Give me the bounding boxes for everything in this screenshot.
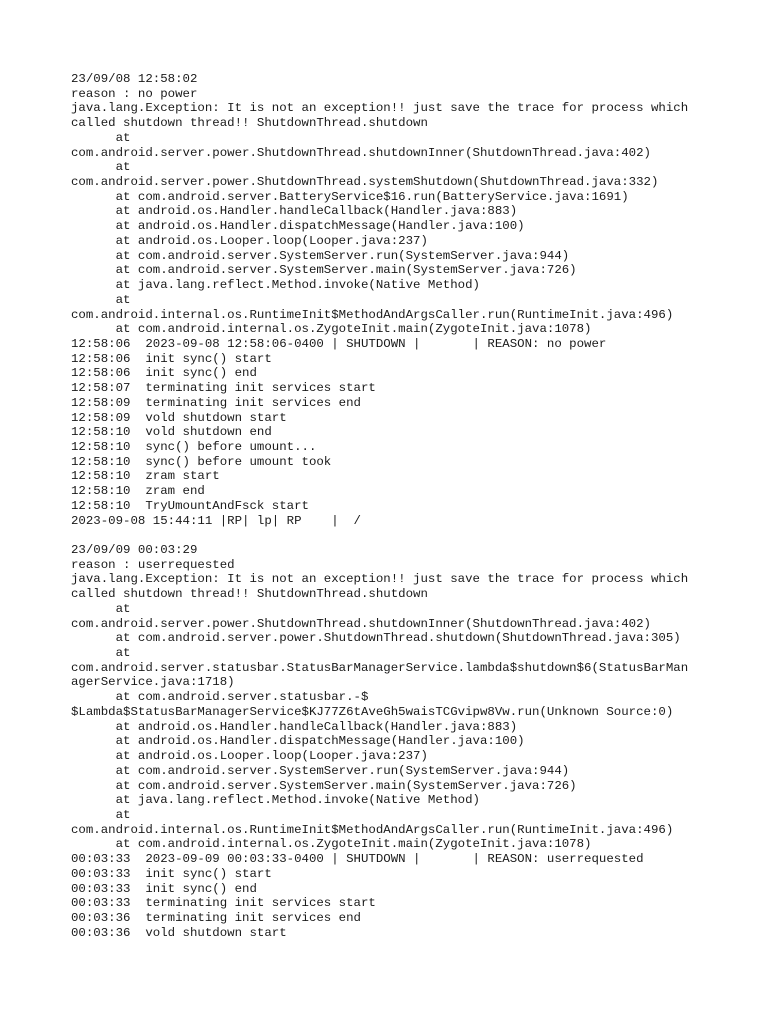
log-line: at com.android.server.SystemServer.main(SystemServer.java:726) <box>71 778 577 793</box>
log-line: 00:03:33 terminating init services start <box>71 896 376 911</box>
log-line: com.android.server.power.ShutdownThread.shutdownInner(ShutdownThread.java:402) <box>71 616 651 631</box>
log-line: 00:03:33 init sync() start <box>71 866 272 881</box>
log-line: at android.os.Handler.dispatchMessage(Handler.java:100) <box>71 219 525 234</box>
log-line: 00:03:33 init sync() end <box>71 881 257 896</box>
log-line: at android.os.Handler.dispatchMessage(Handler.java:100) <box>71 734 525 749</box>
log-line: 12:58:10 vold shutdown end <box>71 425 272 440</box>
log-line: at <box>71 807 131 822</box>
log-line: 2023-09-08 15:44:11 |RP| lp| RP | / <box>71 513 361 528</box>
log-line: 12:58:10 sync() before umount... <box>71 439 317 454</box>
log-line: at com.android.server.SystemServer.main(SystemServer.java:726) <box>71 263 577 278</box>
log-line: at android.os.Handler.handleCallback(Handler.java:883) <box>71 204 518 219</box>
log-line: 00:03:36 terminating init services end <box>71 910 361 925</box>
log-line: at com.android.server.statusbar.-$ <box>71 690 369 705</box>
log-line: at com.android.internal.os.ZygoteInit.main(ZygoteInit.java:1078) <box>71 322 592 337</box>
log-line: at com.android.server.BatteryService$16.run(BatteryService.java:1691) <box>71 189 629 204</box>
log-line <box>71 528 731 543</box>
log-line: $Lambda$StatusBarManagerService$KJ77Z6tAveGh5waisTCGvipw8Vw.run(Unknown Source:0) <box>71 704 674 719</box>
log-document <box>71 72 731 940</box>
log-line: at <box>71 292 131 307</box>
log-line: at <box>71 601 131 616</box>
log-line: 12:58:09 vold shutdown start <box>71 410 287 425</box>
log-line: 00:03:33 2023-09-09 00:03:33-0400 | SHUTDOWN | | REASON: userrequested <box>71 852 644 867</box>
log-line: 12:58:06 2023-09-08 12:58:06-0400 | SHUTDOWN | | REASON: no power <box>71 336 607 351</box>
log-line: com.android.server.power.ShutdownThread.shutdownInner(ShutdownThread.java:402) <box>71 145 651 160</box>
log-line: at com.android.server.SystemServer.run(SystemServer.java:944) <box>71 763 570 778</box>
log-line: at <box>71 646 131 661</box>
log-line: reason : userrequested <box>71 557 235 572</box>
log-line: called shutdown thread!! ShutdownThread.shutdown <box>71 116 428 131</box>
log-line: agerService.java:1718) <box>71 675 235 690</box>
log-line: at android.os.Looper.loop(Looper.java:237) <box>71 233 428 248</box>
log-line: reason : no power <box>71 86 198 101</box>
log-line: 12:58:10 zram end <box>71 484 205 499</box>
log-line: 12:58:10 sync() before umount took <box>71 454 332 469</box>
log-line: 12:58:06 init sync() end <box>71 366 257 381</box>
log-line: at java.lang.reflect.Method.invoke(Native Method) <box>71 278 480 293</box>
log-line: called shutdown thread!! ShutdownThread.shutdown <box>71 587 428 602</box>
log-line: com.android.server.statusbar.StatusBarManagerService.lambda$shutdown$6(StatusBarMan <box>71 660 689 675</box>
log-line: 12:58:09 terminating init services end <box>71 395 361 410</box>
log-line: at com.android.internal.os.ZygoteInit.main(ZygoteInit.java:1078) <box>71 837 592 852</box>
log-line: com.android.internal.os.RuntimeInit$MethodAndArgsCaller.run(RuntimeInit.java:496) <box>71 822 674 837</box>
log-line: 12:58:06 init sync() start <box>71 351 272 366</box>
log-line: at com.android.server.SystemServer.run(SystemServer.java:944) <box>71 248 570 263</box>
log-line: at android.os.Looper.loop(Looper.java:237) <box>71 749 428 764</box>
log-line: 12:58:10 TryUmountAndFsck start <box>71 498 309 513</box>
log-line: 12:58:07 terminating init services start <box>71 381 376 396</box>
log-line: java.lang.Exception: It is not an exception!! just save the trace for process which <box>71 101 689 116</box>
log-line: at com.android.server.power.ShutdownThread.shutdown(ShutdownThread.java:305) <box>71 631 681 646</box>
log-line: 23/09/08 12:58:02 <box>71 72 198 86</box>
log-line: 00:03:36 vold shutdown start <box>71 925 287 940</box>
log-line: at <box>71 130 131 145</box>
log-line: com.android.internal.os.RuntimeInit$MethodAndArgsCaller.run(RuntimeInit.java:496) <box>71 307 674 322</box>
log-line: at java.lang.reflect.Method.invoke(Native Method) <box>71 793 480 808</box>
log-line: at <box>71 160 131 175</box>
log-line: com.android.server.power.ShutdownThread.systemShutdown(ShutdownThread.java:332) <box>71 175 659 190</box>
log-line: 12:58:10 zram start <box>71 469 220 484</box>
log-line: at android.os.Handler.handleCallback(Handler.java:883) <box>71 719 518 734</box>
log-line: 23/09/09 00:03:29 <box>71 543 198 557</box>
log-line: java.lang.Exception: It is not an exception!! just save the trace for process which <box>71 572 689 587</box>
